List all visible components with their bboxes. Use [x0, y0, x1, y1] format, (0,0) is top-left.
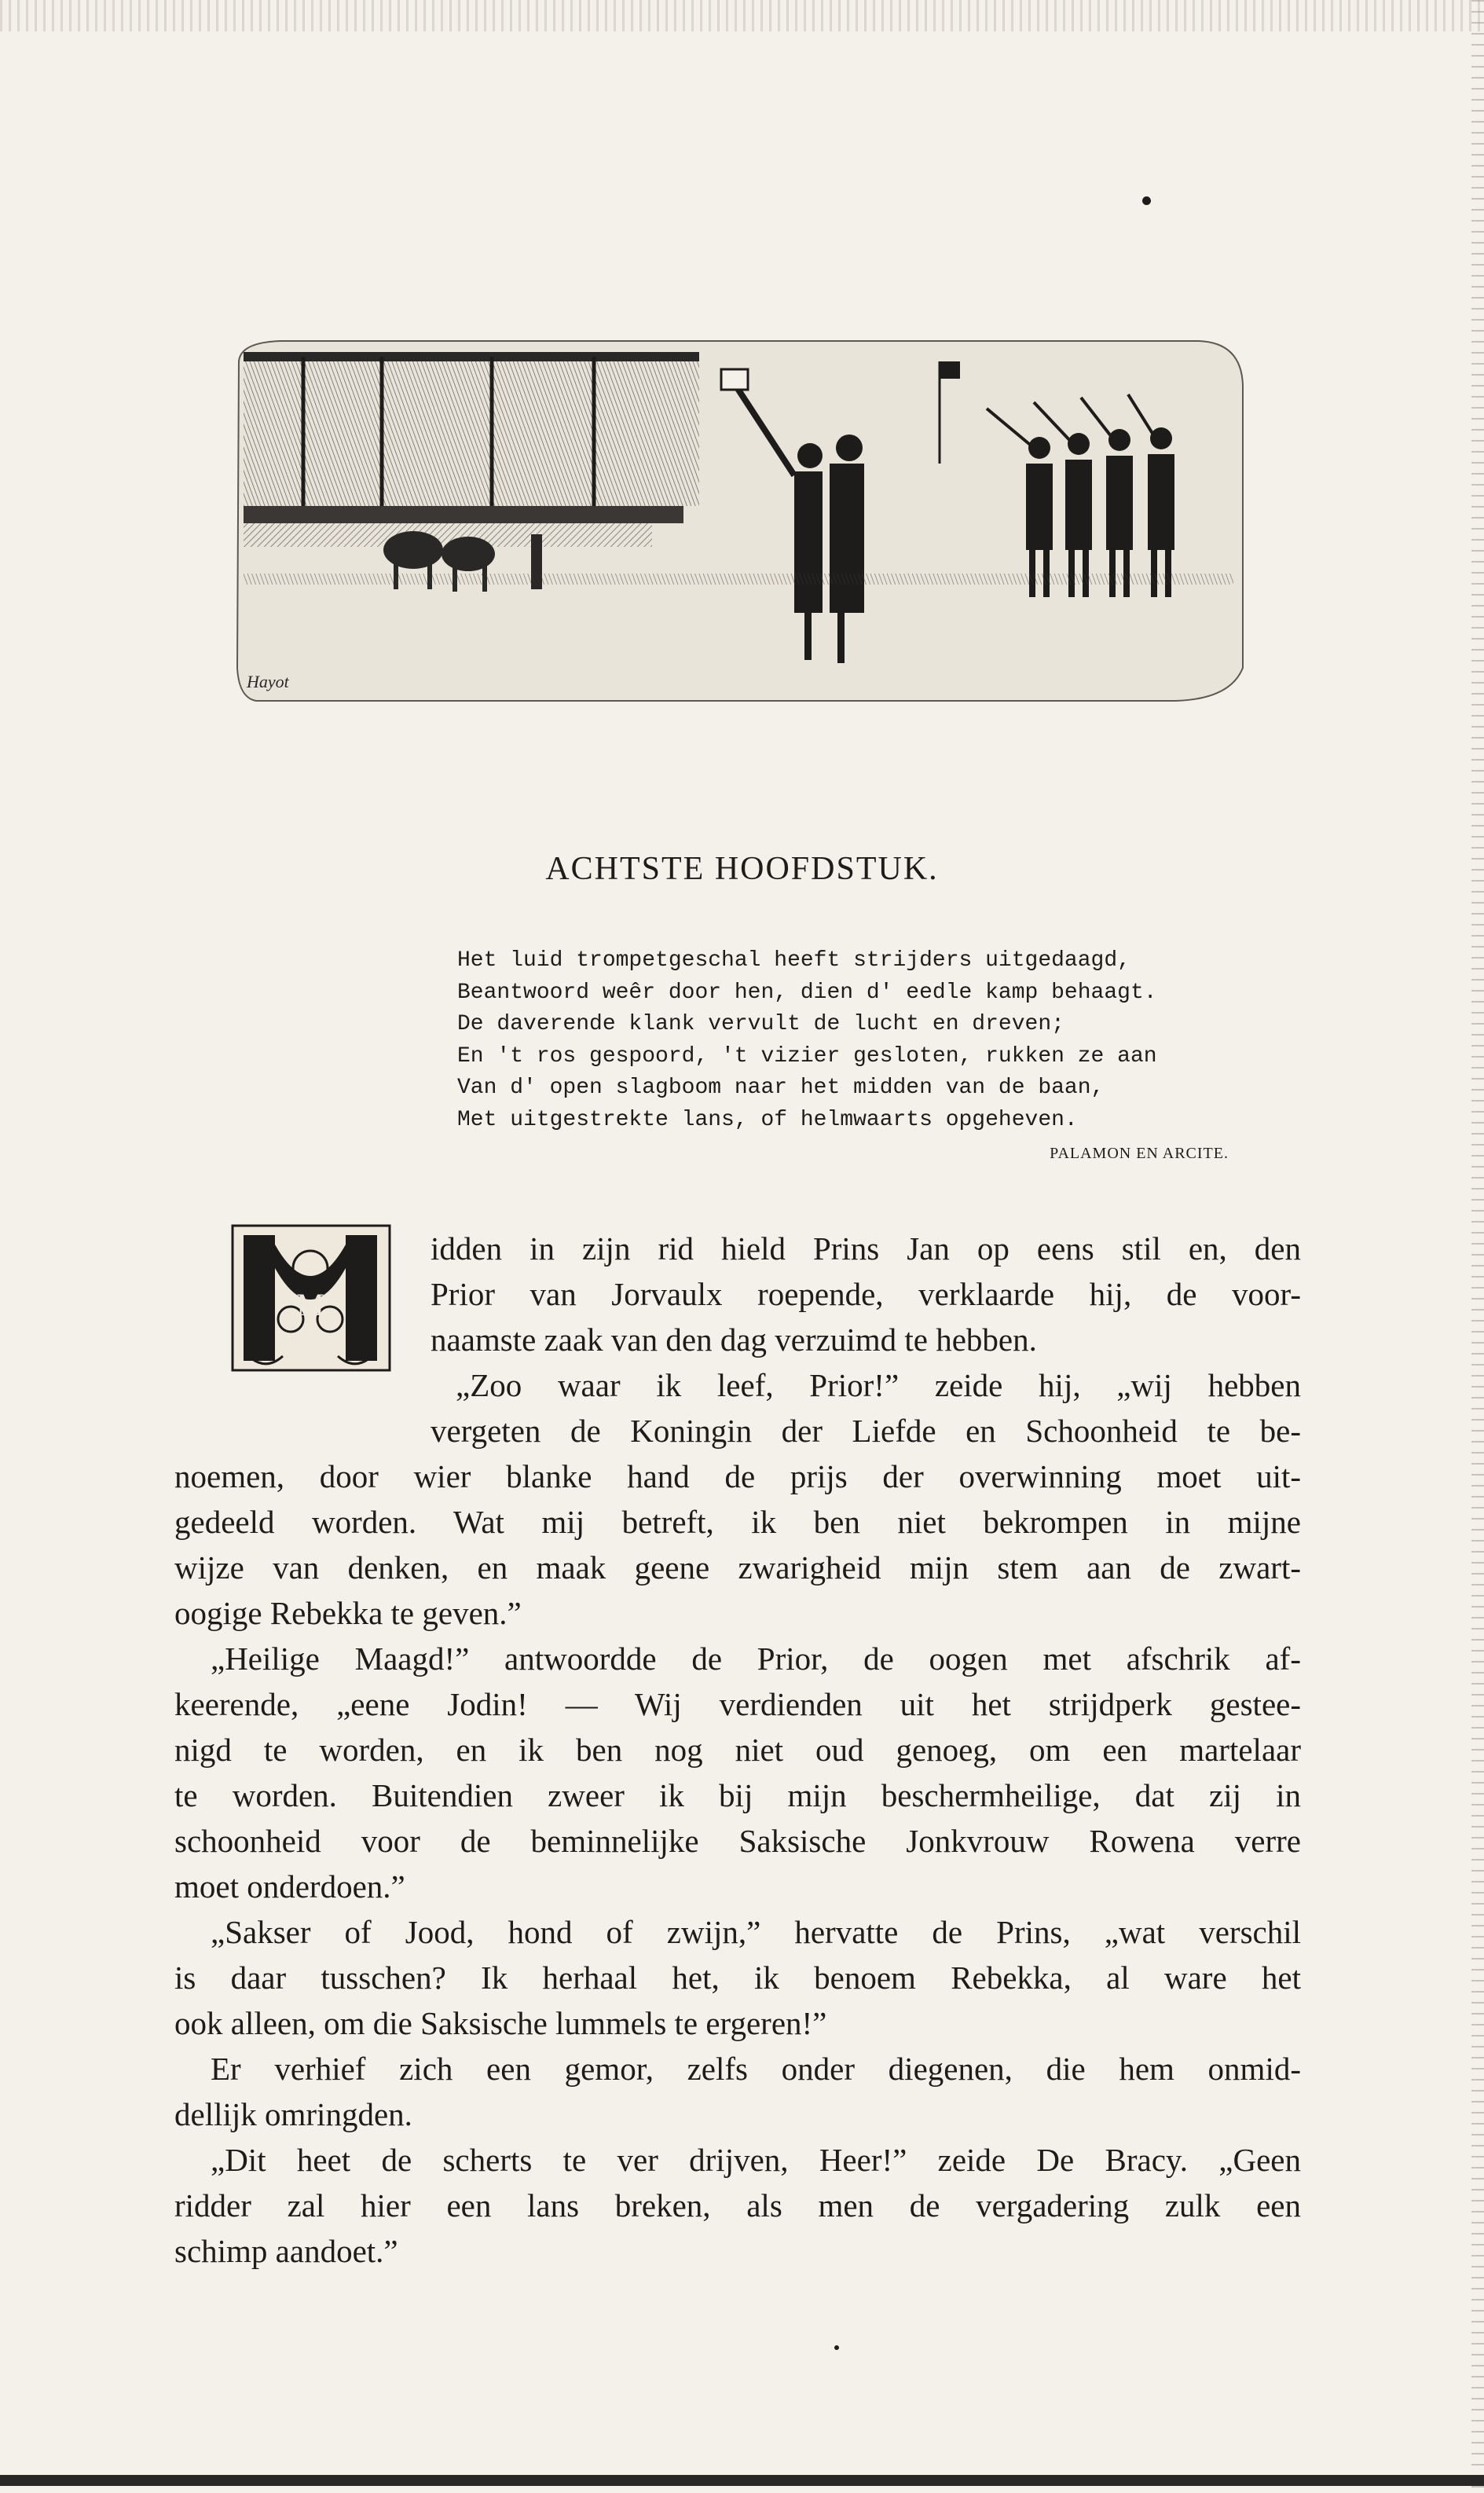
body-line: noemen, door wier blanke hand de prijs der overwinning moet uit-	[174, 1458, 1301, 1494]
page-scan-bottom-edge	[0, 2475, 1484, 2486]
chapter-title: ACHTSTE HOOFDSTUK.	[545, 851, 939, 887]
gallery-stands-icon	[244, 352, 699, 547]
body-line: gedeeld worden. Wat mij betreft, ik ben niet bekrompen in mijne	[174, 1504, 1301, 1540]
epigraph-line: Met uitgestrekte lans, of helmwaarts opgeheven.	[457, 1107, 1078, 1132]
illustration-signature: Hayot	[247, 672, 289, 691]
body-line: te worden. Buitendien zweer ik bij mijn beschermheilige, dat zij in	[174, 1777, 1301, 1813]
body-line: nigd te worden, en ik ben nog niet oud genoeg, om een martelaar	[174, 1732, 1301, 1768]
body-line: „Dit heet de scherts te ver drijven, Heer!” zeide De Bracy. „Geen	[211, 2142, 1301, 2178]
body-line: idden in zijn rid hield Prins Jan op eens stil en, den	[431, 1230, 1301, 1267]
header-illustration	[233, 338, 1246, 707]
ink-speck	[834, 2345, 839, 2350]
body-line: ridder zal hier een lans breken, als men de vergadering zulk een	[174, 2187, 1301, 2224]
body-line: wijze van denken, en maak geene zwarigheid mijn stem aan de zwart-	[174, 1549, 1301, 1586]
body-line: „Sakser of Jood, hond of zwijn,” hervatte de Prins, „wat verschil	[211, 1914, 1301, 1950]
epigraph-attribution: PALAMON EN ARCITE.	[1050, 1145, 1229, 1162]
epigraph	[457, 945, 1243, 1170]
body-line: dellijk omringden.	[174, 2096, 412, 2132]
body-line: naamste zaak van den dag verzuimd te hebben.	[431, 1322, 1037, 1358]
body-line: moet onderdoen.”	[174, 1868, 405, 1905]
body-line: oogige Rebekka te geven.”	[174, 1595, 522, 1631]
body-line: Er verhief zich een gemor, zelfs onder diegenen, die hem onmid-	[211, 2051, 1301, 2087]
epigraph-line: Beantwoord weêr door hen, dien d' eedle kamp behaagt.	[457, 980, 1157, 1005]
body-line: „Heilige Maagd!” antwoordde de Prior, de oogen met afschrik af-	[211, 1641, 1301, 1677]
epigraph-line: En 't ros gespoord, 't vizier gesloten, rukken ze aan	[457, 1043, 1157, 1069]
ink-speck	[1142, 196, 1151, 205]
body-line: schimp aandoet.”	[174, 2233, 398, 2269]
drop-cap-letter: M	[296, 1287, 324, 1322]
body-line: ook alleen, om die Saksische lummels te ergeren!”	[174, 2005, 827, 2041]
body-line: keerende, „eene Jodin! — Wij verdienden uit het strijdperk gestee-	[174, 1686, 1301, 1722]
body-line: Prior van Jorvaulx roepende, verklaarde hij, de voor-	[431, 1276, 1301, 1312]
drop-cap-ornament	[228, 1221, 409, 1374]
ground-shading	[244, 574, 1233, 585]
page-scan-noise-top	[0, 0, 1484, 31]
epigraph-line: De daverende klank vervult de lucht en dreven;	[457, 1012, 1064, 1036]
epigraph-line: Van d' open slagboom naar het midden van de baan,	[457, 1076, 1105, 1100]
body-line: vergeten de Koningin der Liefde en Schoonheid te be-	[431, 1413, 1301, 1449]
page-scan-edge-right	[1471, 0, 1484, 2493]
body-line: schoonheid voor de beminnelijke Saksische Jonkvrouw Rowena verre	[174, 1823, 1301, 1859]
epigraph-line: Het luid trompetgeschal heeft strijders uitgedaagd,	[457, 948, 1130, 973]
body-line: is daar tusschen? Ik herhaal het, ik benoem Rebekka, al ware het	[174, 1960, 1301, 1996]
body-line: „Zoo waar ik leef, Prior!” zeide hij, „wij hebben	[456, 1367, 1301, 1403]
